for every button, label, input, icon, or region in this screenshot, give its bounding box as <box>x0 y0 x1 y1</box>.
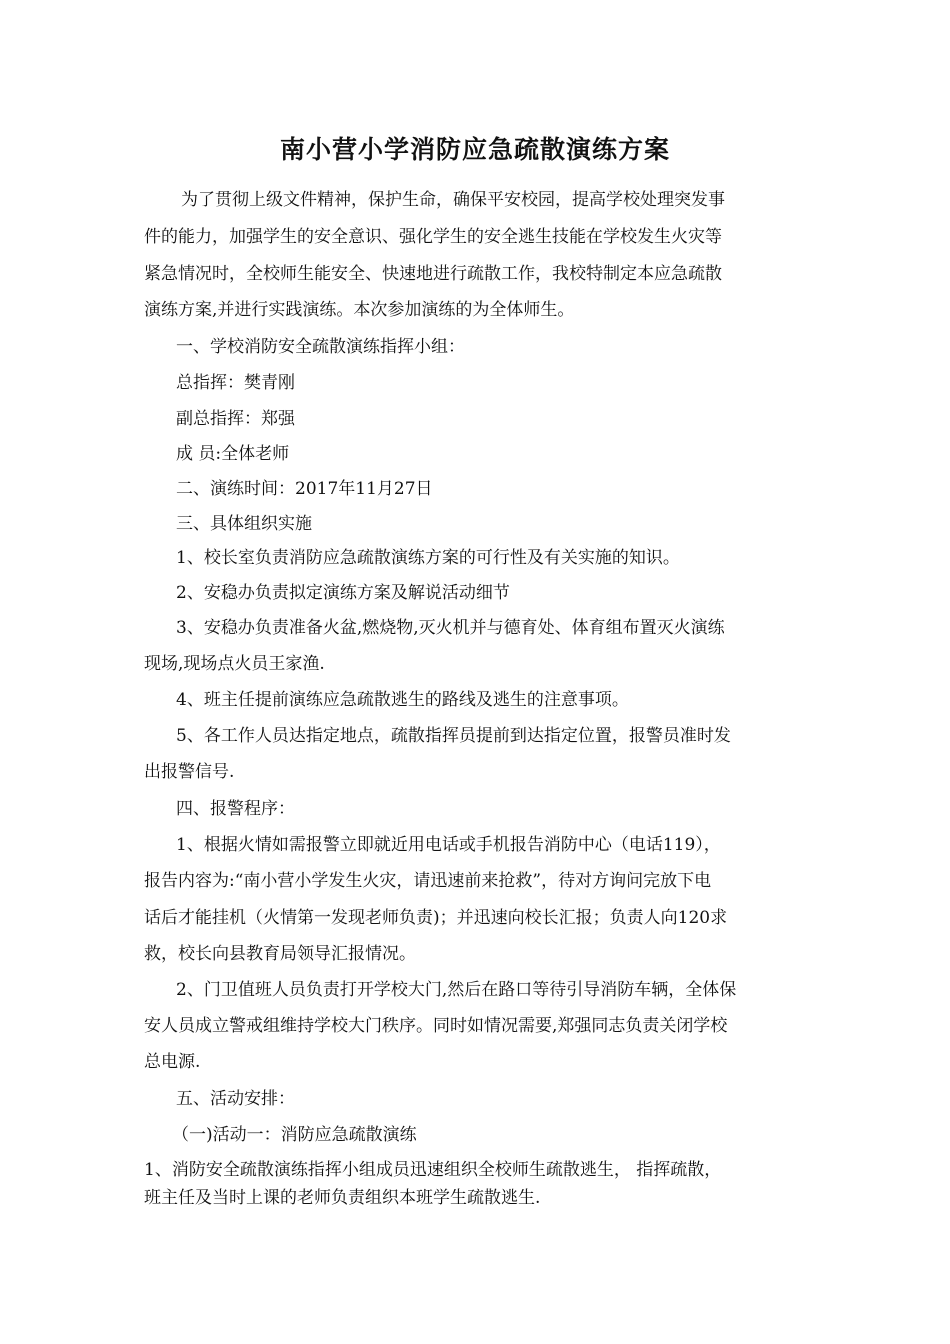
section-heading: 三、具体组织实施 <box>176 514 312 534</box>
subsection-heading: （一)活动一：消防应急疏散演练 <box>172 1125 417 1145</box>
paragraph-line: 4、班主任提前演练应急疏散逃生的路线及逃生的注意事项。 <box>176 690 629 710</box>
paragraph-line: 5、各工作人员达指定地点，疏散指挥员提前到达指定位置，报警员准时发 <box>176 726 731 746</box>
paragraph-line: 件的能力，加强学生的安全意识、强化学生的安全逃生技能在学校发生火灾等 <box>144 227 722 247</box>
paragraph-line: 总指挥：樊青刚 <box>176 373 295 393</box>
paragraph-line: 话后才能挂机（火情第一发现老师负责)；并迅速向校长汇报；负责人向120求 <box>144 908 728 928</box>
paragraph-line: 总电源. <box>144 1052 201 1072</box>
paragraph-line: 安人员成立警戒组维持学校大门秩序。同时如情况需要,郑强同志负责关闭学校 <box>144 1016 728 1036</box>
section-heading: 二、演练时间：2017年11月27日 <box>176 479 433 499</box>
paragraph-line: 成 员:全体老师 <box>176 444 290 464</box>
paragraph-line: 为了贯彻上级文件精神，保护生命，确保平安校园，提高学校处理突发事 <box>181 190 725 210</box>
paragraph-line: 现场,现场点火员王家渔. <box>144 654 325 674</box>
paragraph-line: 3、安稳办负责准备火盆,燃烧物,灭火机并与德育处、体育组布置灭火演练 <box>176 618 725 638</box>
paragraph-line: 2、门卫值班人员负责打开学校大门,然后在路口等待引导消防车辆，全体保 <box>176 980 737 1000</box>
paragraph-line: 副总指挥：郑强 <box>176 409 295 429</box>
paragraph-line: 出报警信号. <box>144 762 235 782</box>
section-heading: 四、报警程序： <box>176 799 295 819</box>
paragraph-line: 2、安稳办负责拟定演练方案及解说活动细节 <box>176 583 510 603</box>
section-heading: 五、活动安排： <box>176 1089 295 1109</box>
paragraph-line: 班主任及当时上课的老师负责组织本班学生疏散逃生. <box>144 1188 541 1208</box>
paragraph-line: 紧急情况时，全校师生能安全、快速地进行疏散工作，我校特制定本应急疏散 <box>144 264 722 284</box>
paragraph-line: 1、校长室负责消防应急疏散演练方案的可行性及有关实施的知识。 <box>176 548 680 568</box>
section-heading: 一、学校消防安全疏散演练指挥小组： <box>176 337 465 357</box>
paragraph-line: 救，校长向县教育局领导汇报情况。 <box>144 944 416 964</box>
paragraph-line: 报告内容为:“南小营小学发生火灾，请迅速前来抢救”，待对方询问完放下电 <box>144 871 712 891</box>
paragraph-line: 1、消防安全疏散演练指挥小组成员迅速组织全校师生疏散逃生， 指挥疏散， <box>144 1160 722 1180</box>
paragraph-line: 1、根据火情如需报警立即就近用电话或手机报告消防中心（电话119）， <box>176 835 721 855</box>
paragraph-line: 演练方案,并进行实践演练。本次参加演练的为全体师生。 <box>144 300 575 320</box>
document-title: 南小营小学消防应急疏散演练方案 <box>279 135 670 164</box>
